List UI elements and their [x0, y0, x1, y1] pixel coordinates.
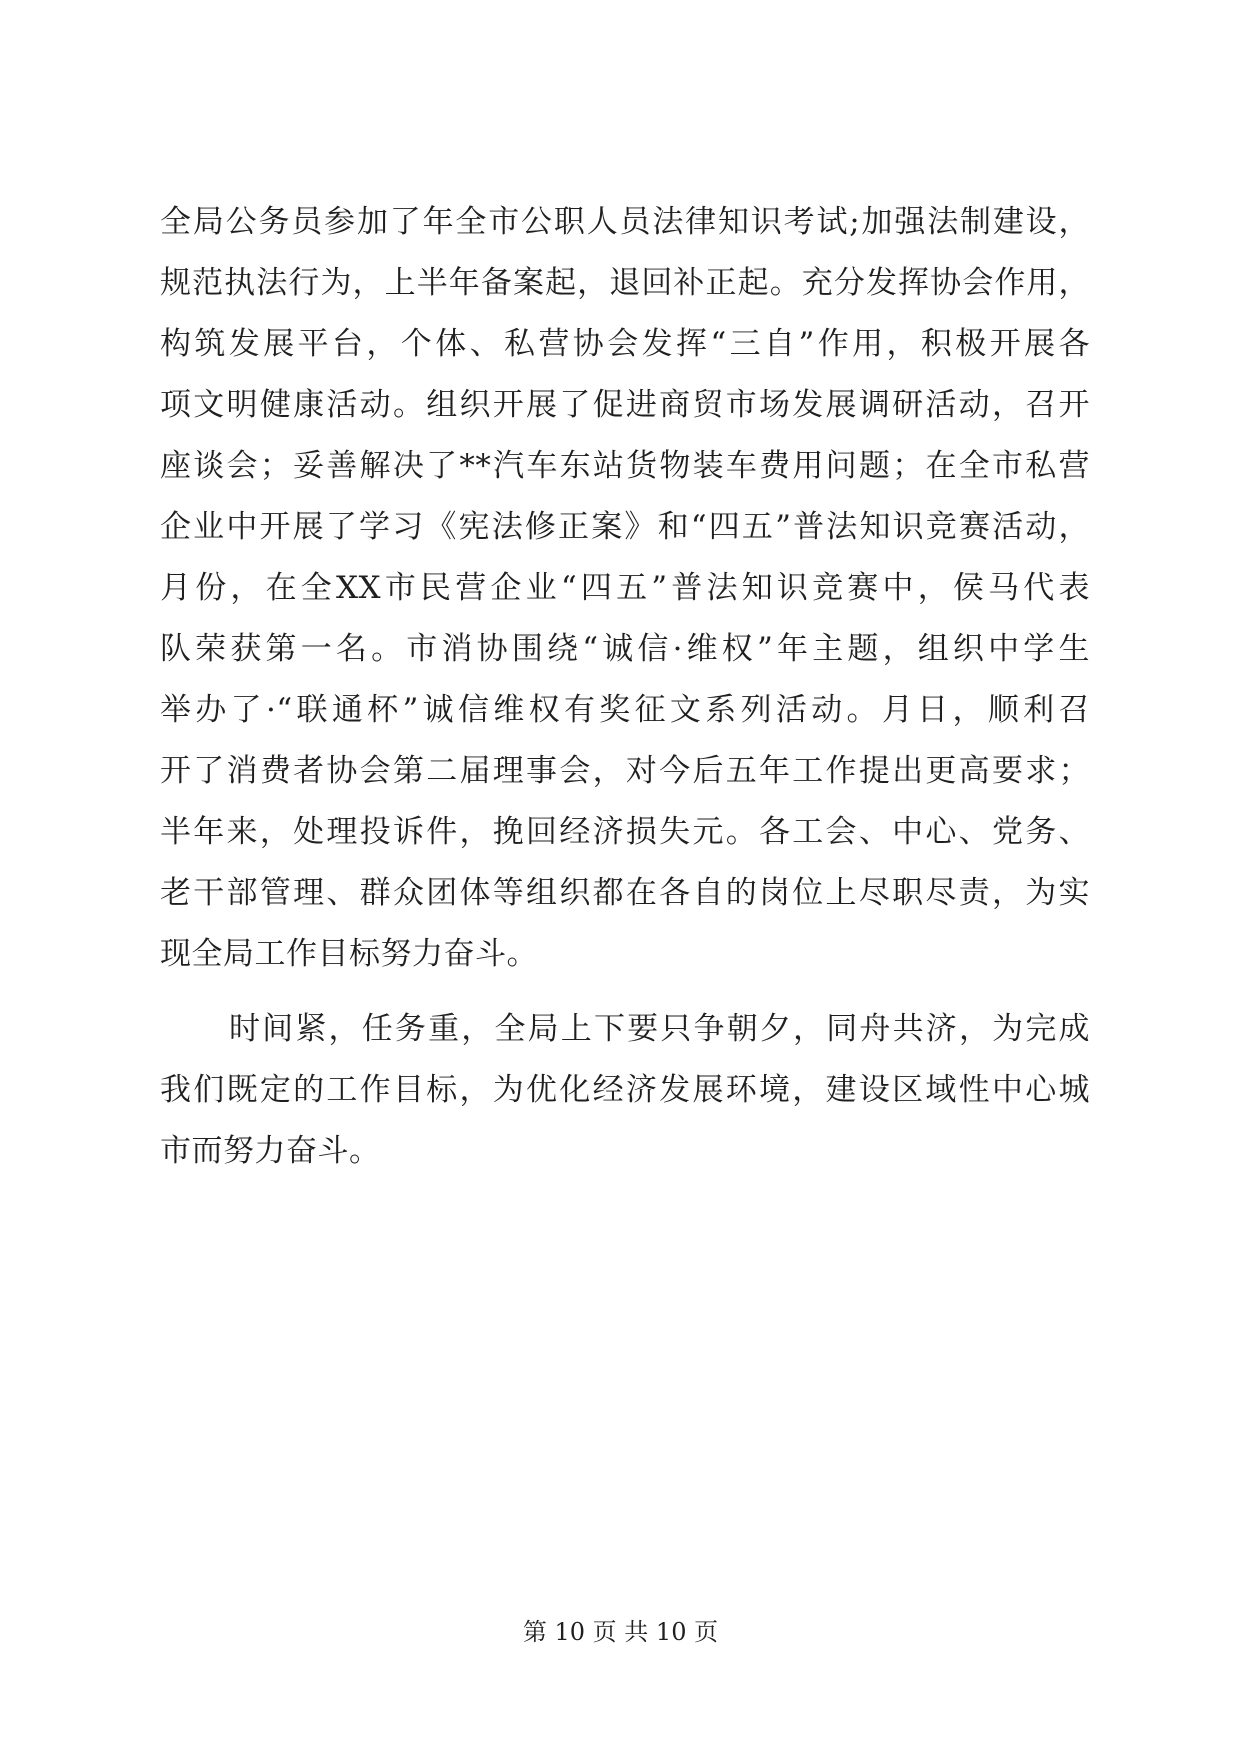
paragraph-spacing [160, 985, 1090, 999]
paragraph-2 [160, 999, 1090, 1182]
text-line: 规范执法行为，上半年备案起，退回补正起。充分发挥协会作用， [160, 265, 1090, 301]
text-line: 老干部管理、群众团体等组织都在各自的岗位上尽职尽责，为实 [160, 875, 1090, 911]
text-line: 构筑发展平台，个体、私营协会发挥“三自”作用，积极开展各 [160, 326, 1090, 362]
text-line: 全局公务员参加了年全市公职人员法律知识考试;加强法制建设， [160, 204, 1090, 240]
paragraph-1 [160, 192, 1090, 985]
page-number-footer: 第 10 页 共 10 页 [522, 1618, 719, 1646]
text-line: 企业中开展了学习《宪法修正案》和“四五”普法知识竞赛活动， [160, 509, 1090, 545]
document-body [160, 192, 1090, 1182]
text-line: 现全局工作目标努力奋斗。 [160, 936, 538, 972]
text-line: 项文明健康活动。组织开展了促进商贸市场发展调研活动，召开 [160, 387, 1090, 423]
text-line: 举办了·“联通杯”诚信维权有奖征文系列活动。月日，顺利召 [160, 692, 1090, 728]
text-line: 我们既定的工作目标，为优化经济发展环境，建设区域性中心城 [160, 1072, 1090, 1108]
text-line: 开了消费者协会第二届理事会，对今后五年工作提出更高要求； [160, 753, 1090, 789]
text-line: 座谈会；妥善解决了**汽车东站货物装车费用问题；在全市私营 [160, 448, 1090, 484]
text-line: 市而努力奋斗。 [160, 1133, 381, 1169]
text-line: 时间紧，任务重，全局上下要只争朝夕，同舟共济，为完成 [229, 1011, 1090, 1047]
text-line: 队荣获第一名。市消协围绕“诚信·维权”年主题，组织中学生 [160, 631, 1090, 667]
text-line: 月份，在全XX市民营企业“四五”普法知识竞赛中，侯马代表 [160, 570, 1090, 606]
text-line: 半年来，处理投诉件，挽回经济损失元。各工会、中心、党务、 [160, 814, 1090, 850]
